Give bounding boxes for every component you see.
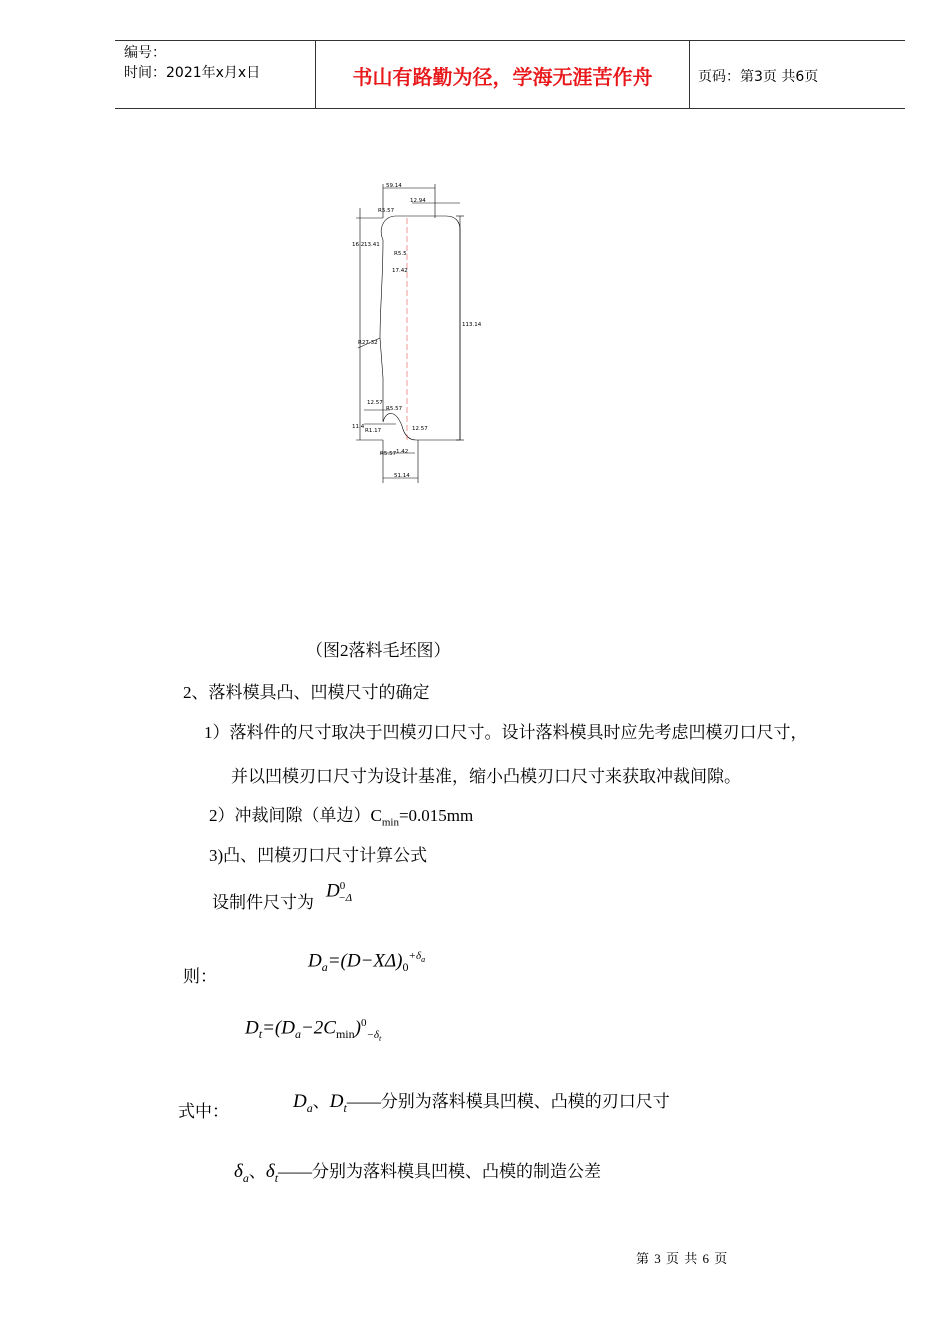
dim-label: 1.42: [396, 449, 409, 455]
formula-symbol: $D^0_{-\Delta}$: [326, 880, 353, 905]
dim-label: R5.57: [380, 451, 397, 457]
dim-label: 12.57: [367, 400, 383, 406]
dim-label: 16.2: [352, 242, 365, 248]
formula-da: $D_a=(D-X\Delta)_0^{+\delta_a}$: [308, 950, 426, 975]
dim-label: R5.57: [386, 406, 403, 412]
symbol-definition: $D_a$、$D_t——$分别为落料模具凹模、凸模的刃口尺寸: [293, 1091, 670, 1115]
number-label: 编号：: [124, 45, 166, 61]
figure-caption: （图2落料毛坯图）: [306, 641, 451, 660]
size-definition: 设制件尺寸为: [212, 893, 314, 912]
then-label: 则：: [183, 967, 217, 986]
dim-label: 13.41: [364, 242, 380, 248]
header-motto: 书山有路勤为径，学海无涯苦作舟: [352, 65, 653, 89]
formula-heading: 3)凸、凹模刃口尺寸计算公式: [209, 846, 428, 865]
dim-label: R5.5: [394, 251, 407, 257]
dim-label: R27.32: [358, 340, 378, 346]
dim-label: R5.57: [378, 208, 395, 214]
where-label: 式中：: [178, 1102, 229, 1121]
page-number-label: 页码：第3页 共6页: [698, 69, 819, 85]
symbol-definition: $\delta_a$、$\delta_t——$分别为落料模具凹模、凸模的制造公差: [234, 1161, 602, 1185]
dim-label: 113.14: [462, 322, 482, 328]
dim-label: R1.17: [365, 428, 382, 434]
dim-label: 59.14: [386, 183, 402, 189]
clearance-line: 2）冲裁间隙（单边）$C_{min}=0.015mm$: [209, 806, 474, 829]
formula-dt: $D_t=(D_a-2C_{min})^0_{-\delta_t}$: [245, 1017, 382, 1044]
dim-label: 12.57: [412, 426, 428, 432]
divider: [689, 41, 690, 108]
section-heading: 2、落料模具凸、凹模尺寸的确定: [183, 683, 430, 702]
dim-label: 11.4: [352, 424, 365, 430]
page-header: [115, 40, 905, 109]
dim-label: 51.14: [394, 473, 410, 479]
blank-drawing: [350, 178, 482, 488]
dim-label: 12.94: [410, 198, 426, 204]
dim-label: 17.42: [392, 268, 408, 274]
paragraph: 1）落料件的尺寸取决于凹模刃口尺寸。设计落料模具时应先考虑凹模刃口尺寸，: [204, 723, 808, 742]
paragraph: 并以凹模刃口尺寸为设计基准，缩小凸模刃口尺寸来获取冲裁间隙。: [231, 767, 741, 786]
page-footer: 第 3 页 共 6 页: [636, 1251, 729, 1266]
time-label: 时间：2021年x月x日: [124, 65, 261, 81]
header-left: [124, 43, 260, 83]
